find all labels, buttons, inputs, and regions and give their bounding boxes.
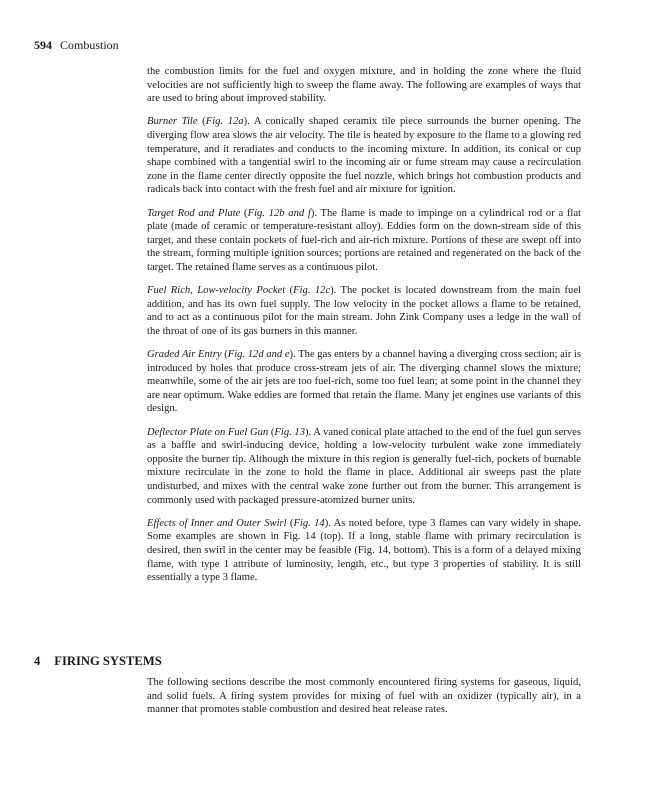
- paragraph-text: As noted before, type 3 flames can vary widely in shape. Some examples are shown in Fig. 14 (top). If a long, stable flame with primary recirculation is desired, then swirl in the center may be feasible (Fig. 14, bottom). This is a form of a delayed mixing flame, with type 1 attribute of luminosity, length, etc., but type 3 properties of stability. It is still essentially a type 3 flame.: [147, 517, 582, 584]
- running-title: Combustion: [60, 38, 119, 52]
- paragraph-text: The gas enters by a channel having a diverging cross section; air is introduced by holes that produce cross-stream jets of air. The diverging channel slows the mixture; meanwhile, some of the air jets are too fuel-rich, some too fuel lean; at some point in the channel they are near optimum. Wake eddies are formed that retain the flame. Many jet engines use variants of this design.: [147, 349, 581, 415]
- section-title: FIRING SYSTEMS: [54, 654, 162, 668]
- section-number: 4: [34, 654, 41, 668]
- paragraph-target-rod: Target Rod and Plate (Fig. 12b and f). The flame is made to impinge on a cylindrical rod or a flat plate (made of ceramic or temperature-resistant alloy). Eddies form on the down-stream side of this target, and these contain pockets of fuel-rich and air-rich mixture. Portions of these are swept off into the stream, forming multiple ignition sources; portions are retained and regenerated on the back of the target. The retained flame serves as a continuous pilot.: [147, 207, 581, 273]
- paragraph-term: Fuel Rich, Low-velocity Pocket: [147, 285, 286, 297]
- paragraph-text: The pocket is located downstream from the main fuel addition, and has its own fuel supply. The low velocity in the pocket allows a flame to be retained, and to act as a continuous pilot for the main stream. John Zink Company uses a ledge in the wall of the throat of one of its gas burners in this manner.: [147, 285, 581, 337]
- figure-reference: Fig. 12d and e: [227, 349, 290, 361]
- figure-reference: Fig. 14: [293, 517, 325, 529]
- paragraph-burner-tile: Burner Tile (Fig. 12a). A conically shaped ceramix tile piece surrounds the burner opening. The diverging flow area slows the air velocity. The tile is heated by exposure to the flame to a glowing red temperature, and it reradiates and conducts to the incoming mixture. In addition, its conical or cup shape combined with a tangential swirl to the incoming air or fume stream may cause a recirculation zone in the flame center directly opposite the fuel nozzle, which brings hot combustion products and radicals back into contact with the fresh fuel and air mixture for ignition.: [147, 116, 581, 196]
- figure-reference: Fig. 12c: [293, 285, 331, 297]
- paragraph-text: The flame is made to impinge on a cylindrical rod or a flat plate (made of ceramic or temperature-resistant alloy). Eddies form on the down-stream side of this target, and these contain pockets of fuel-rich and air-rich mixture. Portions of these are swept off into the stream, forming multiple ignition sources; portions are retained and regenerated on the back of the target. The retained flame serves as a continuous pilot.: [147, 207, 581, 273]
- paragraph-term: Target Rod and Plate: [147, 207, 241, 219]
- section-heading: [34, 654, 162, 669]
- intro-paragraph: the combustion limits for the fuel and oxygen mixture, and in holding the zone where the fluid velocities are not sufficiently high to sweep the flame away. The following are examples of ways that are used to bring about improved stability.: [147, 66, 581, 105]
- paragraph-term: Effects of Inner and Outer Swirl: [147, 517, 287, 529]
- paragraph-text: A conically shaped ceramix tile piece surrounds the burner opening. The diverging flow area slows the air velocity. The tile is heated by exposure to the flame to a glowing red temperature, and it reradiates and conducts to the incoming mixture. In addition, its conical or cup shape combined with a tangential swirl to the incoming air or fume stream may cause a recirculation zone in the flame center directly opposite the fuel nozzle, which brings hot combustion products and radicals back into contact with the fresh fuel and air mixture for ignition.: [147, 116, 581, 196]
- running-header: [34, 38, 119, 53]
- paragraph-text: A vaned conical plate attached to the end of the fuel gun serves as a baffle and swirl-inducing device, holding a low-velocity turbulent wake zone immediately opposite the burner tip. Although the mixture in this region is generally fuel-rich, pockets of burnable mixture recirculate in the zone to hold the flame in place. Additional air sweeps past the plate undisturbed, and mixes with the central wake zone further out from the burner. This arrangement is commonly used with packaged pressure-atomized burner units.: [147, 426, 581, 506]
- section-body: [147, 676, 581, 717]
- paragraph-graded-air-entry: Graded Air Entry (Fig. 12d and e). The gas enters by a channel having a diverging cross section; air is introduced by holes that produce cross-stream jets of air. The diverging channel slows the mixture; meanwhile, some of the air jets are too fuel-rich, some too fuel lean; at some point in the channel they are near optimum. Wake eddies are formed that retain the flame. Many jet engines use variants of this design.: [147, 349, 581, 415]
- paragraph-term: Deflector Plate on Fuel Gun: [147, 426, 269, 438]
- main-text: [147, 65, 581, 594]
- page-number: 594: [34, 38, 52, 52]
- paragraph-term: Burner Tile: [147, 116, 198, 128]
- figure-reference: Fig. 13: [274, 426, 306, 438]
- section-paragraph: The following sections describe the most commonly encountered firing systems for gaseous, liquid, and solid fuels. A firing system provides for mixing of fuel with an oxidizer (typically air), in a manner that promotes stable combustion and desired heat release rates.: [147, 677, 581, 716]
- paragraph-term: Graded Air Entry: [147, 349, 222, 361]
- figure-reference: Fig. 12b and f: [247, 207, 311, 219]
- figure-reference: Fig. 12a: [205, 116, 244, 128]
- paragraph-fuel-rich-pocket: Fuel Rich, Low-velocity Pocket (Fig. 12c). The pocket is located downstream from the main fuel addition, and has its own fuel supply. The low velocity in the pocket allows a flame to be retained, and to act as a continuous pilot for the main stream. John Zink Company uses a ledge in the wall of the throat of one of its gas burners in this manner.: [147, 285, 581, 337]
- paragraph-swirl-effects: Effects of Inner and Outer Swirl (Fig. 14). As noted before, type 3 flames can vary widely in shape. Some examples are shown in Fig. 14 (top). If a long, stable flame with primary recirculation is desired, then swirl in the center may be feasible (Fig. 14, bottom). This is a form of a delayed mixing flame, with type 1 attribute of luminosity, length, etc., but type 3 properties of stability. It is still essentially a type 3 flame.: [147, 517, 582, 584]
- paragraph-deflector-plate: Deflector Plate on Fuel Gun (Fig. 13). A vaned conical plate attached to the end of the fuel gun serves as a baffle and swirl-inducing device, holding a low-velocity turbulent wake zone immediately opposite the burner tip. Although the mixture in this region is generally fuel-rich, pockets of burnable mixture recirculate in the zone to hold the flame in place. Additional air sweeps past the plate undisturbed, and mixes with the central wake zone further out from the burner. This arrangement is commonly used with packaged pressure-atomized burner units.: [147, 426, 581, 506]
